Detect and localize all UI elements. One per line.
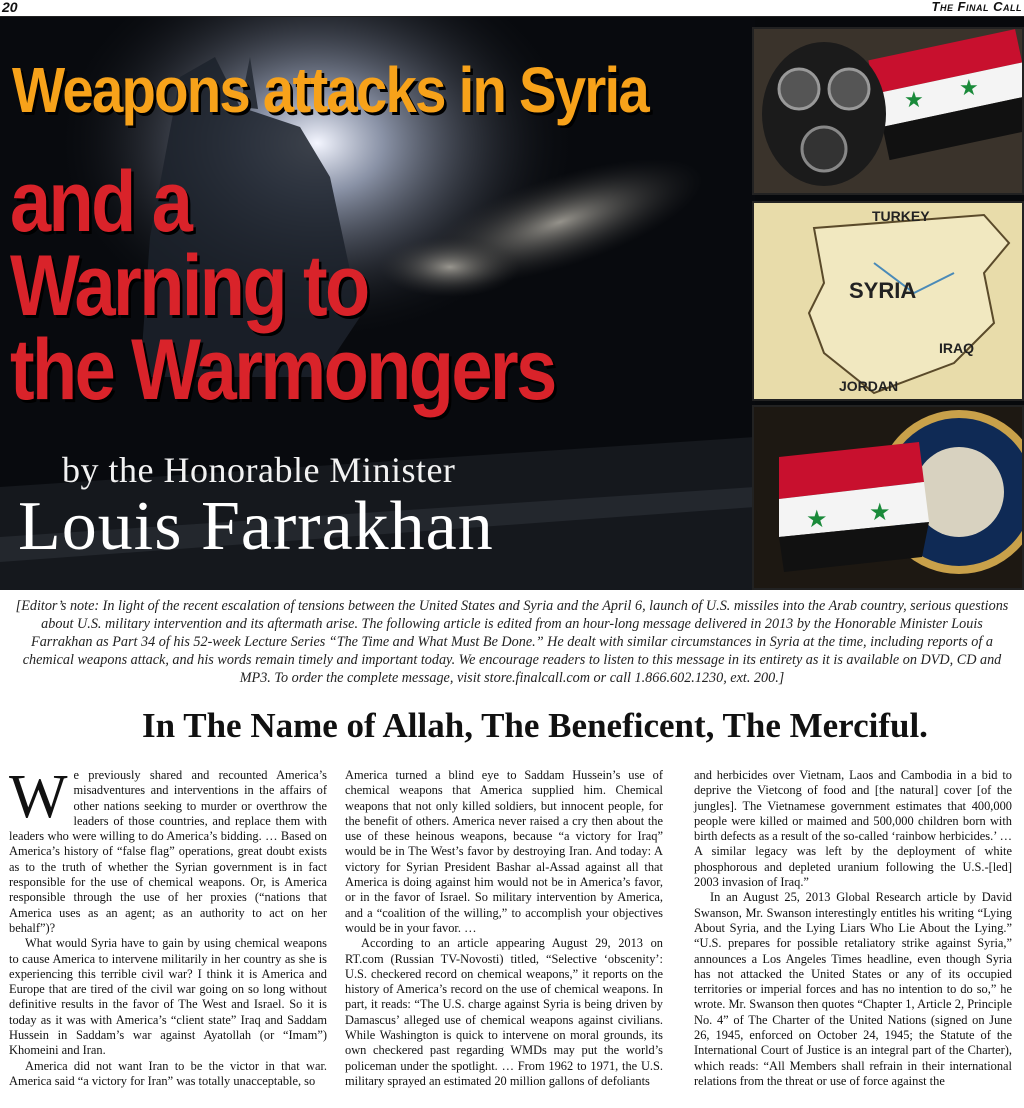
article-paragraph: America turned a blind eye to Saddam Hussein’s use of chemical weapons that America supplied him. Chemical weapons that not only killed soldiers, but innocent people, for the benefit of others. America never raised a cry then about the use of these heinous weapons, because “a victory for Iraq” would be in The West’s favor by destroying Iran. And today: A victory for Syrian President Bashar al-Assad against all that America is doing against him would not be in America’s favor, or in the favor of Israel. So military intervention by America, and a “coalition of the willing,” to accomplish your objectives would be in your favor. … — [345, 768, 663, 935]
drop-cap: W — [9, 763, 68, 831]
headline-line-2: and a — [10, 154, 191, 250]
hero-banner — [0, 17, 1024, 590]
svg-text:★: ★ — [904, 88, 924, 113]
page-number: 20 — [2, 0, 18, 15]
svg-text:★: ★ — [869, 498, 891, 526]
article-paragraph: We previously shared and recounted America’s misadventures and interventions in the affairs of other nations seeking to murder or overthrow the leaders of those countries, and replace them with leaders who were willing to do America’s bidding. … Based on America’s history of “false flag” operations, great doubt exists as to the truth of whether the Syrian government is in fact responsible for the use of chemical weapons. Or, is America responsible through the use of her proxies (“nations that America uses as an agent; as an authority to act on her behalf”)? — [9, 763, 327, 935]
article-paragraph: In an August 25, 2013 Global Research article by David Swanson, Mr. Swanson interestingly entitles his writing “Lying About Syria, and the Lying Liars Who Lie About the Lying.” “U.S. prepares for possible retaliatory strike against Syria,” announces a Los Angeles Times headline, even though Syria has not attacked the United States or any of its occupied territories or imperial forces and has no intention to do so,” he wrote. Mr. Swanson then quotes “Chapter 1, Article 2, Principle No. 4” of The Charter of the United Nations (signed on June 26, 1945, enforced on October 24, 1945; the Statute of the International Court of Justice is an integral part of the Charter), which reads: “All Members shall refrain in their international relations from the threat or use of force against the — [694, 890, 1012, 1088]
article-paragraph: and herbicides over Vietnam, Laos and Cambodia in a bid to deprive the Vietcong of food and [the natural] cover [of the jungles]. The Vietnamese government estimates that 400,000 people were killed or maimed and 500,000 children born with birth defects as a result of the so-called ‘rainbow herbicides.’ … A similar legacy was left by the deployment of white phosphorous and depleted uranium following the U.S.-[led] 2003 invasion of Iraq.” — [694, 768, 1012, 890]
headline-line-3: Warning to — [10, 238, 368, 334]
headline-line-1: Weapons attacks in Syria — [12, 54, 648, 126]
article-column-3 — [694, 768, 1012, 1089]
headline-line-4: the Warmongers — [10, 322, 555, 418]
byline: by the Honorable Minister — [62, 450, 456, 490]
article-column-2 — [345, 768, 663, 1089]
editors-note: [Editor’s note: In light of the recent escalation of tensions between the United States and Syria and the April 6, launch of U.S. missiles into the Arab country, serious questions about U.S. military intervention and its aftermath arise. The following article is edited from an hour-long message delivered in 2013 by the Honorable Minister Louis Farrakhan as Part 34 of his 52-week Lecture Series “The Time and What Must Be Done.” He dealt with similar circumstances in Syria at the time, including reports of a chemical weapons attack, and his words remain timely and important today. We encourage readers to listen to this message in its entirety as it is available on DVD, CD and MP3. To order the complete message, visit store.finalcall.com or call 1.866.602.1230, ext. 200.] — [15, 598, 1009, 686]
article-paragraph: What would Syria have to gain by using chemical weapons to cause America to intervene militarily in her country as she is experiencing this terrible civil war? I think it is America and Europe that are tired of the civil war going on so long without definitive results in the favor of The West and Israel. So it is today as it was with America’s “client state” Iraq and Saddam Hussein in Saddam’s war against Ayatollah (or “Imam”) Khomeini and Iran. — [9, 936, 327, 1058]
syria-map-image — [752, 201, 1024, 401]
svg-text:★: ★ — [806, 505, 828, 533]
flag-and-seal-image — [752, 405, 1024, 590]
author-name: Louis Farrakhan — [18, 488, 494, 565]
map-label-jordan: JORDAN — [839, 378, 899, 394]
page-header — [0, 0, 1024, 17]
invocation-heading: In The Name of Allah, The Beneficent, The Merciful. — [142, 706, 928, 745]
map-label-turkey: TURKEY — [872, 208, 930, 224]
article-column-1 — [9, 763, 327, 1089]
article-paragraph: According to an article appearing August 29, 2013 on RT.com (Russian TV-Novosti) titled, “Selective ‘obscenity’: U.S. checkered record on chemical weapons,” it reports on the history of America’s record on the use of chemical weapons. In part, it reads: “The U.S. charge against Syria is being driven by Damascus’ alleged use of chemical weapons against civilians. While Washington is quick to intervene on moral grounds, its own checkered past regarding WMDs may put the world’s policeman under the spotlight. … From 1962 to 1971, the U.S. military sprayed an estimated 20 million gallons of defoliants — [345, 936, 663, 1088]
svg-text:★: ★ — [959, 76, 979, 101]
gas-mask-flag-image — [752, 27, 1024, 195]
map-label-syria: SYRIA — [849, 278, 917, 303]
map-label-iraq: IRAQ — [939, 340, 974, 356]
article-paragraph: America did not want Iran to be the victor in that war. America said “a victory for Iran” was totally unacceptable, so — [9, 1058, 327, 1088]
publication-name: The Final Call — [931, 0, 1022, 14]
